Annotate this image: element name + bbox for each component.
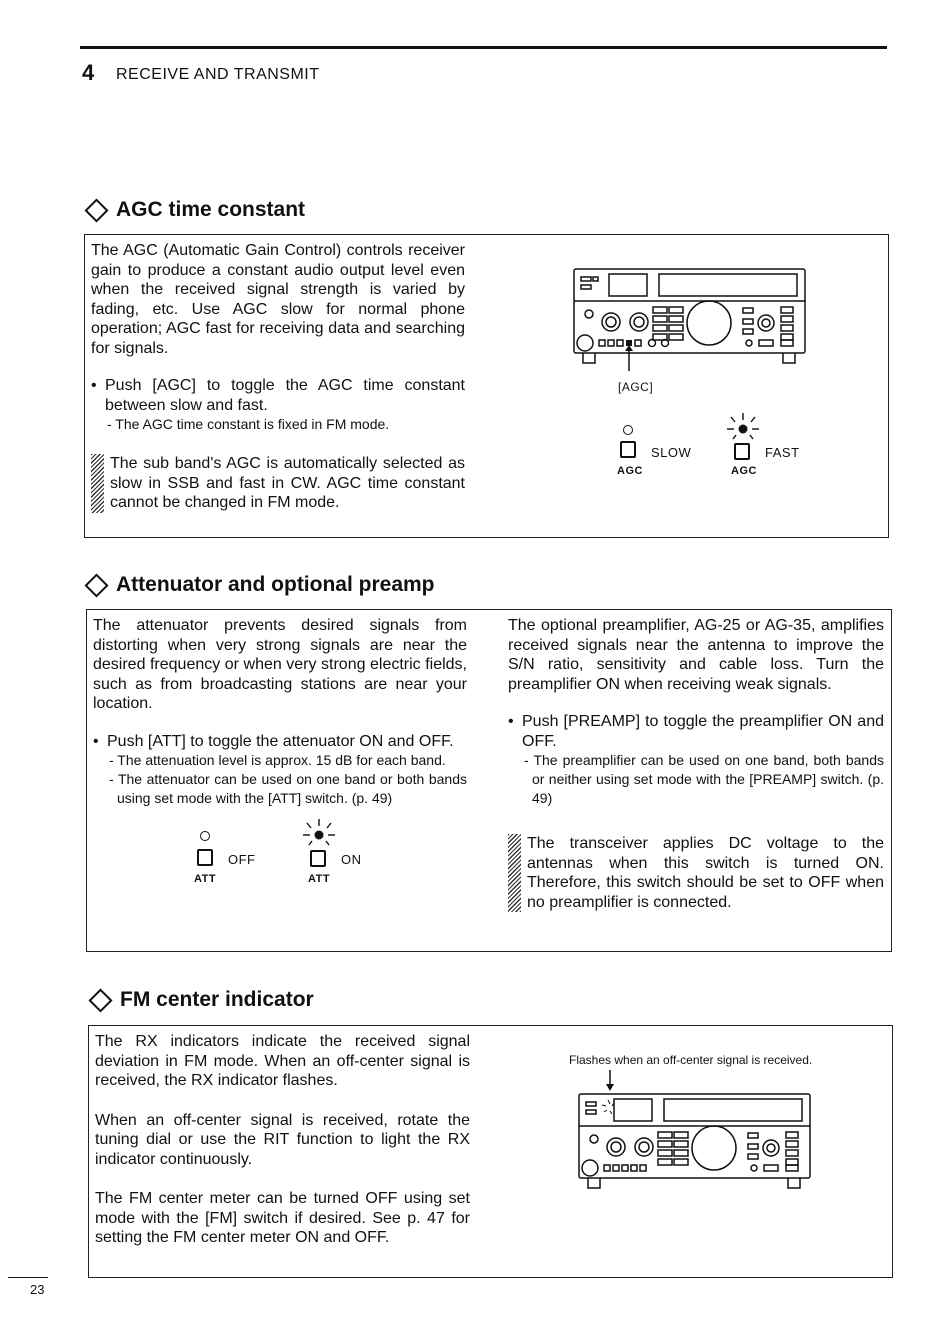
agc-intro: The AGC (Automatic Gain Control) controls receiver gain to produce a constant audio output level even when the received signal strength is varied by fading, etc. Use AGC slow for normal phone operation; AGC fast for receiving data and searching for signals. xyxy=(91,242,465,357)
agc-note xyxy=(91,454,465,513)
att-key-off-icon xyxy=(197,849,213,866)
diamond-icon xyxy=(84,573,108,597)
agc-sub-note: - The AGC time constant is fixed in FM mode. xyxy=(107,416,390,432)
attenuator-sub-1: - The attenuation level is approx. 15 dB for each band. xyxy=(109,752,446,768)
agc-bullet-text: Push [AGC] to toggle the AGC time constant between slow and fast. xyxy=(105,377,465,414)
fm-paragraph-1: The RX indicators indicate the received signal deviation in FM mode. When an off-center signal is received, the RX indicator flashes. xyxy=(95,1033,470,1089)
fm-paragraph-2: When an off-center signal is received, rotate the tuning dial or use the RIT function to light the RX indicator continuously. xyxy=(95,1111,470,1168)
diamond-icon xyxy=(88,988,112,1012)
fm-paragraph-3: The FM center meter can be turned OFF using set mode with the [FM] switch if desired. See p. 47 for setting the FM center meter ON and OFF. xyxy=(95,1190,470,1246)
diamond-icon xyxy=(84,198,108,222)
chapter-number: 4 xyxy=(82,60,95,85)
attenuator-intro: The attenuator prevents desired signals from distorting when very strong signals are near the desired frequency or when very strong electric fields, such as from broadcasting stations are near your location. xyxy=(93,617,467,712)
attenuator-section-heading xyxy=(84,573,435,597)
agc-panel xyxy=(84,234,889,538)
led-off-icon xyxy=(623,425,633,435)
page-number: 23 xyxy=(30,1282,45,1297)
slow-label: SLOW xyxy=(651,445,692,460)
fm-panel xyxy=(88,1025,893,1278)
preamp-intro: The optional preamplifier, AG-25 or AG-35, amplifies received signals near the antenna to improve the S/N ratio, sensitivity and cable loss. Turn the preamplifier ON when receiving weak signals. xyxy=(508,617,884,693)
fm-section-title: FM center indicator xyxy=(120,988,314,1011)
agc-bullet: • Push [AGC] to toggle the AGC time constant between slow and fast. xyxy=(91,377,465,414)
attenuator-panel xyxy=(86,609,892,952)
led-lit-icon xyxy=(299,817,339,847)
note-marker-icon xyxy=(508,834,521,912)
transceiver-front-panel-illustration xyxy=(578,1070,814,1190)
attenuator-sub-2: - The attenuator can be used on one band or both bands using set mode with the [ATT] switch. (p. 49) xyxy=(109,771,467,806)
attenuator-bullet: • Push [ATT] to toggle the attenuator ON and OFF. xyxy=(93,732,454,750)
preamp-note-text: The transceiver applies DC voltage to the antennas when this switch is turned ON. Therefore, this switch should be set to OFF when no preamplifier is connected. xyxy=(527,835,884,911)
agc-section-title: AGC time constant xyxy=(116,198,306,221)
agc-key-slow-icon xyxy=(620,441,636,458)
attenuator-bullet-text: Push [ATT] to toggle the attenuator ON and OFF. xyxy=(107,732,454,750)
preamp-note xyxy=(508,834,884,912)
preamp-bullet-text: Push [PREAMP] to toggle the preamplifier ON and OFF. xyxy=(522,713,884,750)
footer-rule xyxy=(8,1277,48,1278)
att-key-on-icon xyxy=(310,850,326,867)
preamp-sub: - The preamplifier can be used on one band, both bands or neither using set mode with the [PREAMP] switch. (p. 49) xyxy=(524,752,884,806)
led-lit-icon xyxy=(723,411,763,441)
att-key-label-off: ATT xyxy=(194,873,217,885)
att-off-label: OFF xyxy=(228,852,256,867)
fm-section-heading xyxy=(88,988,314,1012)
preamp-bullet: • Push [PREAMP] to toggle the preamplifier ON and OFF. xyxy=(508,713,884,750)
agc-key-fast-icon xyxy=(734,443,750,460)
chapter-title: RECEIVE AND TRANSMIT xyxy=(116,66,320,83)
agc-section-heading xyxy=(84,198,305,222)
attenuator-section-title: Attenuator and optional preamp xyxy=(116,573,435,596)
agc-key-label-fast: AGC xyxy=(731,465,757,477)
note-marker-icon xyxy=(91,454,104,513)
att-key-label-on: ATT xyxy=(308,873,331,885)
fm-callout: Flashes when an off-center signal is received. xyxy=(569,1053,813,1067)
agc-key-label-slow: AGC xyxy=(617,465,643,477)
att-on-label: ON xyxy=(341,852,362,867)
header-rule xyxy=(80,46,887,49)
agc-callout-label: [AGC] xyxy=(618,380,654,394)
fast-label: FAST xyxy=(765,445,800,460)
agc-note-text: The sub band's AGC is automatically selected as slow in SSB and fast in CW. AGC time constant cannot be changed in FM mode. xyxy=(110,455,465,511)
transceiver-front-panel-illustration xyxy=(573,267,809,371)
led-off-icon xyxy=(200,831,210,841)
